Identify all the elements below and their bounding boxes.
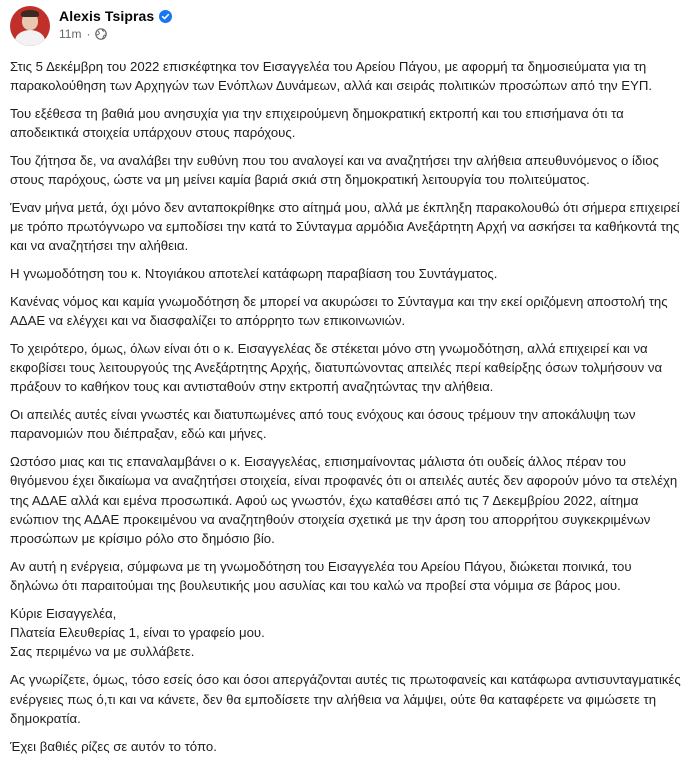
address-block: [10, 604, 682, 662]
post-body: [10, 57, 682, 764]
verified-badge-icon: [159, 10, 172, 23]
author-row: [59, 8, 172, 24]
separator-dot: ·: [86, 27, 91, 41]
globe-icon[interactable]: [95, 28, 107, 40]
paragraph: Κανένας νόμος και καμία γνωμοδότηση δε μπορεί να ακυρώσει το Σύνταγμα και την εκεί οριζόμενη αποστολή της ΑΔΑΕ να ελέγχει και να διασφαλίζει το απόρρητο των επικοινωνιών.: [10, 294, 668, 329]
paragraph: Του εξέθεσα τη βαθιά μου ανησυχία για την επιχειρούμενη δημοκρατική εκτροπή και του επισήμανα ότι τα αποδεικτικά στοιχεία υπάρχουν στους παρόχους.: [10, 106, 624, 141]
post-meta: [59, 6, 172, 41]
paragraph: Αν αυτή η ενέργεια, σύμφωνα με τη γνωμοδότηση του Εισαγγελέα του Αρείου Πάγου, διώκεται ποινικά, του δηλώνω ότι παραιτούμαι της βουλευτικής μου ασυλίας και του καλώ να προβεί στα νόμιμα σε βάρος μου.: [10, 558, 632, 594]
paragraph: Οι απειλές αυτές είναι γνωστές και διατυπωμένες από τους ενόχους και όσους τρέμουν την αποκάλυψη των παρανομιών που διέπραξαν, εδώ και μήνες.: [10, 407, 636, 442]
paragraph: Έχει βαθιές ρίζες σε αυτόν το τόπο.: [10, 738, 217, 754]
paragraph: Ωστόσο μιας και τις επαναλαμβάνει ο κ. Εισαγγελέας, επισημαίνοντας μάλιστα ότι ουδείς άλλος πέραν του θιγόμενου έχει δικαίωμα να αναζητήσει στοιχεία, είναι προφανές ότι οι απειλές αυτές δεν αφορούν μόνο τα στελέχη της ΑΔΑΕ αλλά και εμένα προσωπικά. Αφού ως γνωστόν, έχω καταθέσει από τις 7 Δεκεμβρίου 2022, αίτημα ενώπιον της ΑΔΑΕ προκειμένου να αναζητηθούν στοιχεία σχετικά με την άρση του απορρήτου συγκεκριμένων προσώπων με κρίσιμο ρόλο στο δημόσιο βίο.: [10, 454, 678, 547]
address-line: Πλατεία Ελευθερίας 1, είναι το γραφείο μου.: [10, 625, 265, 641]
address-line: Σας περιμένω να με συλλάβετε.: [10, 644, 195, 660]
avatar-shoulders: [15, 30, 45, 46]
paragraph: Στις 5 Δεκέμβρη του 2022 επισκέφτηκα τον Εισαγγελέα του Αρείου Πάγου, με αφορμή τα δημοσιεύματα για τη παρακολούθηση των Αρχηγών των Ενόπλων Δυνάμεων, αλλά και σειράς πολιτικών προσώπων από την ΕΥΠ.: [10, 59, 653, 94]
paragraph: Έναν μήνα μετά, όχι μόνο δεν ανταποκρίθηκε στο αίτημά μου, αλλά με έκπληξη παρακολουθώ ότι σήμερα επιχειρεί με τρόπο πρωτόγνωρο να εμποδίσει την κατά το Σύνταγμα αρμόδια Ανεξάρτητη Αρχή να ασκήσει τα καθήκοντά της και να αναζητήσει την αλήθεια.: [10, 200, 680, 254]
avatar-hair: [21, 10, 39, 17]
post-timestamp[interactable]: 11m: [59, 27, 82, 41]
paragraph: Ας γνωρίζετε, όμως, τόσο εσείς όσο και όσοι απεργάζονται αυτές τις πρωτοφανείς και κατάφωρα αντισυνταγματικές ενέργειες πως ό,τι και να κάνετε, δεν θα εμποδίσετε την αλήθεια να λάμψει, ούτε θα καταφέρετε να φιμώσετε τη δημοκρατία.: [10, 672, 681, 726]
avatar[interactable]: [10, 6, 50, 46]
paragraph: Το χειρότερο, όμως, όλων είναι ότι ο κ. Εισαγγελέας δε στέκεται μόνο στη γνωμοδότηση, αλλά επιχειρεί και να εκφοβίσει τους λειτουργούς της Ανεξάρτητης Αρχής, διατυπώνοντας απειλές περί καθείρξης όσων τολμήσουν να πράξουν το καθήκον τους και αντισταθούν στην εκτροπή αναζητώντας την αλήθεια.: [10, 341, 663, 395]
paragraph: Του ζήτησα δε, να αναλάβει την ευθύνη που του αναλογεί και να αναζητήσει την αλήθεια απευθυνόμενος ο ίδιος στους παρόχους, ώστε να μη μείνει καμία βαριά σκιά στη δημοκρατική λειτουργία του πολιτεύματος.: [10, 153, 659, 188]
timestamp-row: [59, 27, 172, 41]
paragraph: Η γνωμοδότηση του κ. Ντογιάκου αποτελεί κατάφωρη παραβίαση του Συντάγματος.: [10, 266, 498, 282]
post-header: [10, 6, 172, 50]
author-name[interactable]: Alexis Tsipras: [59, 8, 155, 24]
address-line: Κύριε Εισαγγελέα,: [10, 605, 117, 621]
